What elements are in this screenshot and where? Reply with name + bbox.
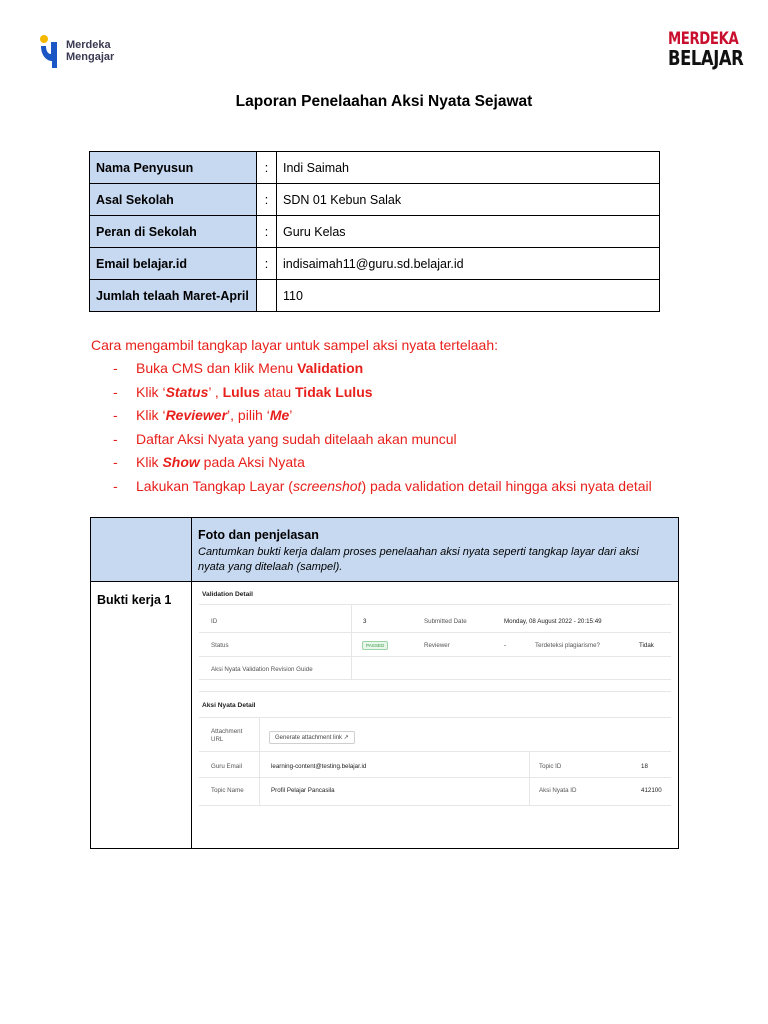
merdeka-mengajar-logo-icon xyxy=(38,34,62,68)
table-row xyxy=(90,184,660,216)
divider xyxy=(529,751,530,805)
identity-value: Guru Kelas xyxy=(277,216,660,248)
evidence-row-label: Bukti kerja 1 xyxy=(97,593,172,607)
aksi-nyata-id-value: 412100 xyxy=(641,787,662,794)
divider xyxy=(199,632,671,633)
plagiarism-label: Terdeteksi plagiarisme? xyxy=(535,642,600,649)
list-dash: - xyxy=(113,383,118,400)
identity-label: Email belajar.id xyxy=(90,248,257,280)
list-item xyxy=(91,357,711,381)
divider xyxy=(199,717,671,718)
list-dash: - xyxy=(113,430,118,447)
list-item xyxy=(91,451,711,475)
guru-email-label: Guru Email xyxy=(211,763,242,770)
attachment-label xyxy=(211,728,242,744)
step-emphasis: screenshot xyxy=(292,477,362,494)
identity-colon: : xyxy=(257,184,277,216)
divider xyxy=(199,656,671,657)
identity-colon: : xyxy=(257,216,277,248)
step-emphasis: Show xyxy=(162,454,200,470)
topic-name-label: Topic Name xyxy=(211,787,244,794)
step-text: ) pada validation detail hingga aksi nyata detail xyxy=(361,477,652,494)
logo-right-line1: MERDEKA xyxy=(668,29,739,49)
list-item xyxy=(91,475,711,499)
attachment-label-line2: URL xyxy=(211,736,224,743)
step-text: ’ xyxy=(289,407,293,423)
divider xyxy=(199,751,671,752)
list-dash: - xyxy=(113,477,118,494)
step-text: pada Aksi Nyata xyxy=(199,454,305,470)
merdeka-mengajar-logo xyxy=(38,34,114,68)
revision-guide-label: Aksi Nyata Validation Revision Guide xyxy=(211,666,313,673)
id-value: 3 xyxy=(363,618,367,625)
column-divider xyxy=(191,518,192,848)
validation-detail-title: Validation Detail xyxy=(202,591,253,598)
identity-value: Indi Saimah xyxy=(277,152,660,184)
step-text: atau xyxy=(259,383,295,400)
step-text: Klik ‘ xyxy=(136,383,166,400)
document-title: Laporan Penelaahan Aksi Nyata Sejawat xyxy=(235,93,533,110)
table-row xyxy=(90,152,660,184)
generate-attachment-link-button[interactable]: Generate attachment link ↗ xyxy=(269,731,355,744)
identity-value: indisaimah11@guru.sd.belajar.id xyxy=(277,248,660,280)
submitted-date-value: Monday, 08 August 2022 - 20:15:49 xyxy=(504,618,602,625)
step-emphasis: Reviewer xyxy=(165,407,228,423)
list-dash: - xyxy=(113,454,118,470)
step-emphasis: Validation xyxy=(297,360,364,376)
step-text: Buka CMS dan klik Menu xyxy=(136,360,298,376)
identity-colon xyxy=(257,280,277,312)
identity-label: Nama Penyusun xyxy=(90,152,257,184)
logo-left-line2: Mengajar xyxy=(66,51,115,63)
list-item xyxy=(91,404,711,428)
table-row xyxy=(90,248,660,280)
topic-name-value: Profil Pelajar Pancasila xyxy=(271,787,335,794)
identity-label: Peran di Sekolah xyxy=(90,216,257,248)
aksi-nyata-detail-title: Aksi Nyata Detail xyxy=(202,702,256,709)
reviewer-value: - xyxy=(504,642,507,649)
evidence-table xyxy=(90,517,679,849)
step-text: Klik ‘ xyxy=(136,407,166,423)
status-label: Status xyxy=(211,642,229,649)
step-emphasis: Status xyxy=(165,383,209,400)
evidence-header-subtitle: Cantumkan bukti kerja dalam proses penelaahan aksi nyata seperti tangkap layar dari aksi nyata yang ditelaah (sampel). xyxy=(198,546,639,573)
evidence-header xyxy=(91,518,678,582)
identity-table xyxy=(89,151,660,312)
topic-id-label: Topic ID xyxy=(539,763,562,770)
list-item xyxy=(91,428,711,452)
divider xyxy=(199,679,671,680)
evidence-header-title: Foto dan penjelasan xyxy=(198,528,319,542)
aksi-nyata-id-label: Aksi Nyata ID xyxy=(539,787,577,794)
divider xyxy=(199,691,671,692)
list-dash: - xyxy=(113,407,118,423)
instructions-list xyxy=(91,357,711,498)
divider xyxy=(199,604,671,605)
step-text: ’ , xyxy=(208,383,223,400)
step-text: ’, pilih ‘ xyxy=(227,407,270,423)
divider xyxy=(199,777,671,778)
status-badge: PASSED xyxy=(362,641,388,650)
topic-id-value: 18 xyxy=(641,763,648,770)
divider xyxy=(259,717,260,805)
list-item xyxy=(91,381,711,405)
step-emphasis: Lulus xyxy=(222,383,260,400)
identity-label: Asal Sekolah xyxy=(90,184,257,216)
instructions-intro: Cara mengambil tangkap layar untuk sampel aksi nyata tertelaah: xyxy=(91,337,498,353)
step-emphasis: Tidak Lulus xyxy=(295,383,373,400)
step-text: Daftar Aksi Nyata yang sudah ditelaah akan muncul xyxy=(136,430,457,447)
identity-label: Jumlah telaah Maret-April xyxy=(90,280,257,312)
guru-email-value: learning-content@testing.belajar.id xyxy=(271,763,367,770)
divider xyxy=(199,805,671,806)
id-label: ID xyxy=(211,618,218,625)
logo-left-line1: Merdeka xyxy=(66,39,111,51)
divider xyxy=(351,604,352,679)
table-row xyxy=(90,216,660,248)
identity-value: SDN 01 Kebun Salak xyxy=(277,184,660,216)
step-text: Klik xyxy=(136,454,163,470)
plagiarism-value: Tidak xyxy=(639,642,654,649)
identity-value: 110 xyxy=(277,280,660,312)
submitted-date-label: Submitted Date xyxy=(424,618,467,625)
reviewer-label: Reviewer xyxy=(424,642,450,649)
merdeka-belajar-logo xyxy=(668,29,744,70)
table-row xyxy=(90,280,660,312)
identity-colon: : xyxy=(257,248,277,280)
instructions xyxy=(91,333,711,498)
logo-right-line2: BELAJAR xyxy=(668,46,744,70)
list-dash: - xyxy=(113,360,118,376)
attachment-label-line1: Attachment xyxy=(211,728,243,735)
identity-colon: : xyxy=(257,152,277,184)
step-emphasis: Me xyxy=(269,407,290,423)
validation-screenshot xyxy=(195,585,678,848)
step-text: Lakukan Tangkap Layar ( xyxy=(136,477,293,494)
